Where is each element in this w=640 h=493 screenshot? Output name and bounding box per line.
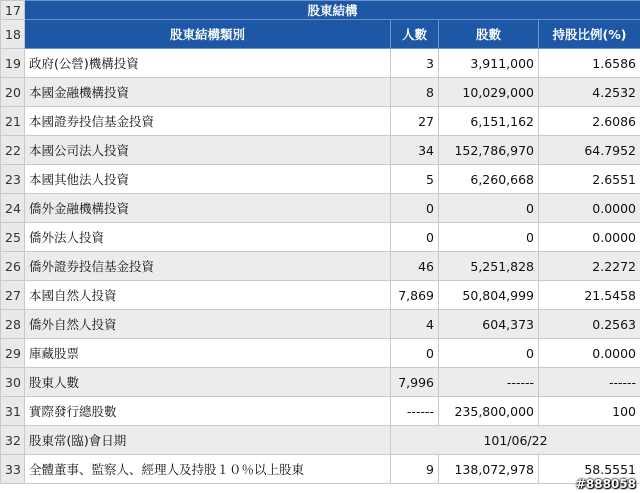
row-number: 28 (1, 310, 25, 339)
shares-cell: 6,151,162 (439, 107, 539, 136)
header-holders: 人數 (391, 20, 439, 49)
holders-cell: ------ (391, 397, 439, 426)
shares-cell: 10,029,000 (439, 78, 539, 107)
row-number: 17 (1, 1, 25, 20)
row-number: 18 (1, 20, 25, 49)
header-category: 股東結構類別 (25, 20, 391, 49)
category-cell: 實際發行總股數 (25, 397, 391, 426)
meeting-date-label: 股東常(臨)會日期 (25, 426, 391, 455)
ratio-cell: 0.0000 (539, 339, 640, 368)
category-cell: 庫藏股票 (25, 339, 391, 368)
category-cell: 本國金融機構投資 (25, 78, 391, 107)
ratio-cell: 0.0000 (539, 223, 640, 252)
shares-cell: 0 (439, 194, 539, 223)
shares-cell: 0 (439, 223, 539, 252)
ratio-cell: ------ (539, 368, 640, 397)
ratio-cell: 100 (539, 397, 640, 426)
table-row (1, 281, 640, 310)
holders-cell: 7,996 (391, 368, 439, 397)
table-row (1, 165, 640, 194)
category-cell: 本國公司法人投資 (25, 136, 391, 165)
watermark: #888058 (575, 477, 636, 491)
directors-row (1, 455, 640, 484)
category-cell: 本國自然人投資 (25, 281, 391, 310)
category-cell: 本國證券投信基金投資 (25, 107, 391, 136)
holders-cell: 27 (391, 107, 439, 136)
table-row (1, 252, 640, 281)
ratio-cell: 2.2272 (539, 252, 640, 281)
shares-cell: 0 (439, 339, 539, 368)
shares-cell: 50,804,999 (439, 281, 539, 310)
ratio-cell: 2.6551 (539, 165, 640, 194)
ratio-cell: 2.6086 (539, 107, 640, 136)
table-row (1, 194, 640, 223)
shares-cell: 6,260,668 (439, 165, 539, 194)
shares-cell: 152,786,970 (439, 136, 539, 165)
holders-cell: 0 (391, 339, 439, 368)
header-ratio: 持股比例(%) (539, 20, 640, 49)
row-number: 20 (1, 78, 25, 107)
row-number: 22 (1, 136, 25, 165)
table-title: 股東結構 (25, 1, 640, 20)
row-number: 25 (1, 223, 25, 252)
table-row (1, 107, 640, 136)
header-shares: 股數 (439, 20, 539, 49)
meeting-date-value: 101/06/22 (391, 426, 640, 455)
category-cell: 僑外金融機構投資 (25, 194, 391, 223)
holders-cell: 0 (391, 194, 439, 223)
holders-cell: 3 (391, 49, 439, 78)
holders-cell: 9 (391, 455, 439, 484)
shares-cell: 604,373 (439, 310, 539, 339)
holders-cell: 0 (391, 223, 439, 252)
table-row (1, 78, 640, 107)
row-number: 26 (1, 252, 25, 281)
category-cell: 全體董事、監察人、經理人及持股１０％以上股東 (25, 455, 391, 484)
ratio-cell: 21.5458 (539, 281, 640, 310)
row-number: 19 (1, 49, 25, 78)
title-row (1, 1, 640, 20)
table-row (1, 49, 640, 78)
holders-cell: 34 (391, 136, 439, 165)
ratio-cell: 58.5551 (539, 455, 640, 484)
shares-cell: 235,800,000 (439, 397, 539, 426)
ratio-cell: 1.6586 (539, 49, 640, 78)
shares-cell: ------ (439, 368, 539, 397)
row-number: 23 (1, 165, 25, 194)
holders-cell: 5 (391, 165, 439, 194)
row-number: 33 (1, 455, 25, 484)
row-number: 32 (1, 426, 25, 455)
holders-cell: 46 (391, 252, 439, 281)
table-row (1, 223, 640, 252)
shares-cell: 3,911,000 (439, 49, 539, 78)
ratio-cell: 4.2532 (539, 78, 640, 107)
table-row (1, 339, 640, 368)
category-cell: 本國其他法人投資 (25, 165, 391, 194)
table-row (1, 136, 640, 165)
category-cell: 僑外自然人投資 (25, 310, 391, 339)
category-cell: 僑外證券投信基金投資 (25, 252, 391, 281)
header-row (1, 20, 640, 49)
ratio-cell: 0.0000 (539, 194, 640, 223)
category-cell: 股東人數 (25, 368, 391, 397)
ratio-cell: 0.2563 (539, 310, 640, 339)
table-row (1, 397, 640, 426)
meeting-date-row (1, 426, 640, 455)
shares-cell: 138,072,978 (439, 455, 539, 484)
category-cell: 政府(公營)機構投資 (25, 49, 391, 78)
row-number: 24 (1, 194, 25, 223)
holders-cell: 8 (391, 78, 439, 107)
row-number: 21 (1, 107, 25, 136)
category-cell: 僑外法人投資 (25, 223, 391, 252)
shares-cell: 5,251,828 (439, 252, 539, 281)
holders-cell: 7,869 (391, 281, 439, 310)
holders-cell: 4 (391, 310, 439, 339)
table-row (1, 368, 640, 397)
row-number: 29 (1, 339, 25, 368)
row-number: 30 (1, 368, 25, 397)
table-row (1, 310, 640, 339)
ratio-cell: 64.7952 (539, 136, 640, 165)
row-number: 27 (1, 281, 25, 310)
row-number: 31 (1, 397, 25, 426)
